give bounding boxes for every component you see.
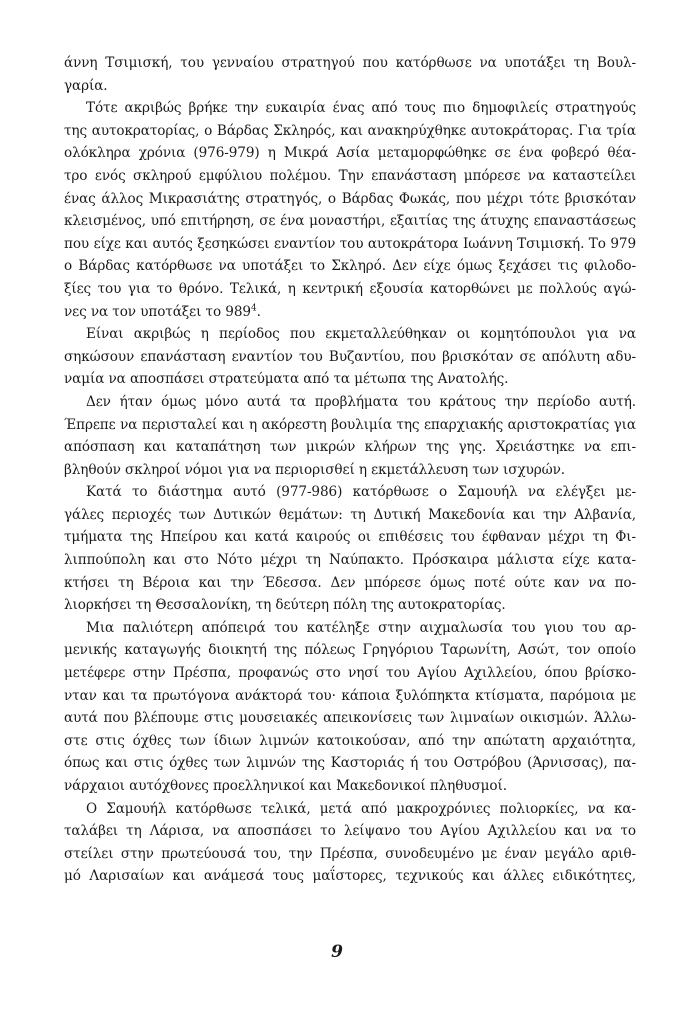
text-line: ολόκληρα χρόνια (976-979) η Μικρά Ασία μεταμορφώθηκε σε ένα φοβερό θέα- (64, 145, 636, 162)
text-line: στε στις όχθες των ίδιων λιμνών κατοικούσαν, από την απώτατη αρχαιότητα, (64, 732, 636, 749)
text-line: λιππούπολη και στο Νότο μέχρι τη Ναύπακτο. Πρόσκαιρα μάλιστα είχε κατα- (64, 552, 636, 569)
text-line-content: νες να τον υποτάξει το 989 (64, 303, 251, 320)
paragraph (64, 97, 636, 323)
text-line: Κατά το διάστημα αυτό (977-986) κατόρθωσε ο Σαμουήλ να ελέγξει με- (86, 484, 636, 501)
text-line: κλεισμένος, υπό επιτήρηση, σε ένα μοναστήρι, εξαιτίας της άτυχης επαναστάσεως (64, 213, 636, 230)
paragraph (64, 391, 636, 481)
text-line: κτήσει τη Βέροια και την Έδεσσα. Δεν μπόρεσε όμως ποτέ ούτε καν να πο- (64, 574, 636, 591)
page-number: 9 (331, 942, 343, 962)
text-line: Ο Σαμουήλ κατόρθωσε τελικά, μετά από μακροχρόνιες πολιορκίες, να κα- (86, 800, 636, 817)
text-line: της αυτοκρατορίας, ο Βάρδας Σκληρός, και ανακηρύχθηκε αυτοκράτορας. Για τρία (64, 122, 636, 139)
text-line: τρο ενός σκληρού εμφύλιου πολέμου. Την επανάσταση μπόρεσε να καταστείλει (64, 167, 636, 184)
text-line: γάλες περιοχές των Δυτικών θεμάτων: τη Δυτική Μακεδονία και την Αλβανία, (64, 506, 636, 523)
paragraph (64, 798, 636, 888)
text-line: βληθούν σκληροί νόμοι για να περιορισθεί η εκμετάλλευση των ισχυρών. (64, 461, 566, 478)
text-line: γαρία. (64, 77, 108, 94)
paragraph (64, 52, 636, 97)
paragraph (64, 323, 636, 391)
text-line: νταν και τα πρωτόγονα ανάκτορά του· κάποια ξυλόπηκτα κτίσματα, παρόμοια με (64, 687, 636, 704)
text-line: Τότε ακριβώς βρήκε την ευκαιρία ένας από τους πιο δημοφιλείς στρατηγούς (86, 100, 636, 117)
text-line: στείλει στην πρωτεύουσά του, την Πρέσπα, συνοδευμένο με έναν μεγάλο αριθ- (64, 845, 636, 862)
text-line: μετέφερε στην Πρέσπα, προφανώς στο νησί του Αγίου Αχιλλείου, όπου βρίσκο- (64, 665, 636, 682)
text-line: σηκώσουν επανάσταση εναντίον του Βυζαντίου, που βρισκόταν σε απόλυτη αδυ- (64, 348, 636, 365)
text-line: μό Λαρισαίων και ανάμεσά τους μαΐστορες, τεχνικούς και άλλες ειδικότητες, (64, 868, 636, 885)
text-line: ταλάβει τη Λάρισα, να αποσπάσει το λείψανο του Αγίου Αχιλλείου και να το (64, 823, 636, 840)
footnote-reference: 4 (250, 303, 257, 313)
text-line: τμήματα της Ηπείρου και κατά καιρούς οι επιθέσεις του έφθαναν μέχρι τη Φι- (64, 529, 636, 546)
text-line: που είχε και αυτός ξεσηκώσει εναντίον του αυτοκράτορα Ιωάννη Τσιμισκή. Το 979 (64, 235, 636, 252)
text-line: ξίες του για το θρόνο. Τελικά, η κεντρική εξουσία κατορθώνει με πολλούς αγώ- (64, 280, 636, 297)
text-line: ναμία να αποσπάσει στρατεύματα από τα μέτωπα της Ανατολής. (64, 371, 509, 388)
text-line: αυτά που βλέπουμε στις μουσειακές απεικονίσεις των λιμναίων οικισμών. Άλλω- (64, 710, 636, 727)
text-line: ένας άλλος Μικρασιάτης στρατηγός, ο Βάρδας Φωκάς, που μέχρι τότε βρισκόταν (64, 190, 636, 207)
text-line: Μια παλιότερη απόπειρά του κατέληξε στην αιχμαλωσία του γιου του αρ- (86, 619, 636, 636)
text-line: λιορκήσει τη Θεσσαλονίκη, τη δεύτερη πόλη της αυτοκρατορίας. (64, 597, 506, 614)
text-line: μενικής καταγωγής διοικητή της πόλεως Γρηγόριου Ταρωνίτη, Ασώτ, τον οποίο (64, 642, 636, 659)
text-line: απόσπαση και καταπάτηση των μικρών κλήρων της γης. Χρειάστηκε να επι- (64, 439, 636, 456)
paragraph (64, 617, 636, 798)
text-line: νες να τον υποτάξει το $989^4$. (64, 303, 261, 320)
text-line: όπως και στις όχθες των λιμνών της Καστοριάς ή του Οστρόβου (Άρνισσας), πα- (64, 755, 636, 772)
text-line: νάρχαιοι αυτόχθονες προελληνικοί και Μακεδονικοί πληθυσμοί. (64, 778, 507, 794)
text-line: άννη Τσιμισκή, του γενναίου στρατηγού που κατόρθωσε να υποτάξει τη Βουλ- (64, 55, 636, 71)
text-line: ο Βάρδας κατόρθωσε να υποτάξει το Σκληρό. Δεν είχε όμως ξεχάσει τις φιλοδο- (64, 258, 636, 275)
text-line: Έπρεπε να περισταλεί και η ακόρεστη βουλιμία της επαρχιακής αριστοκρατίας για (64, 416, 636, 433)
paragraph (64, 481, 636, 617)
text-line: Δεν ήταν όμως μόνο αυτά τα προβλήματα του κράτους την περίοδο αυτή. (86, 393, 636, 410)
page-body (64, 52, 636, 888)
text-line: Είναι ακριβώς η περίοδος που εκμεταλλεύθηκαν οι κομητόπουλοι για να (86, 326, 636, 343)
